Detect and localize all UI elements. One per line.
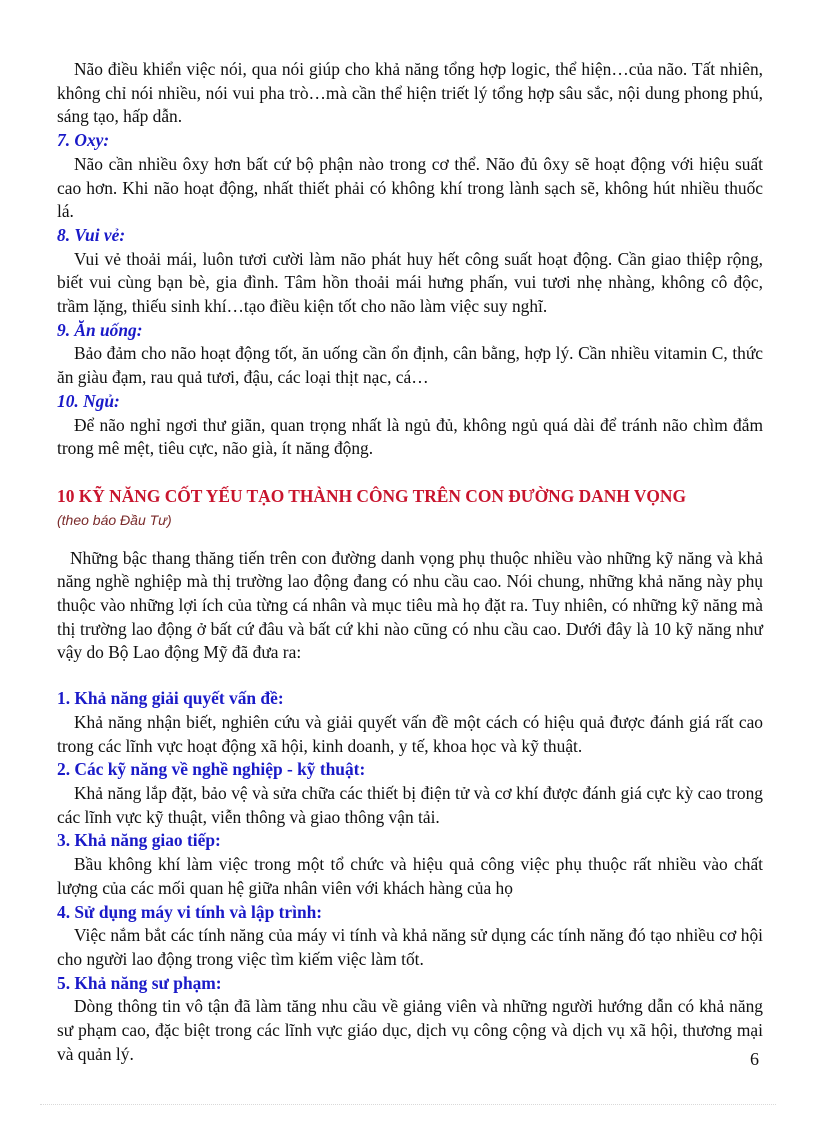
- spacer: [57, 461, 763, 485]
- tip-text-vui-ve: Vui vẻ thoải mái, luôn tươi cười làm não phát huy hết công suất hoạt động. Cần giao thiệp rộng, biết vui cùng bạn bè, gia đình. Tâm hồn thoải mái hưng phấn, vui tươi nhẹ nhàng, không cô độc, trầm lặng, thiếu sinh khí…tạo điều kiện tốt cho não làm việc suy nghĩ.: [57, 248, 763, 317]
- section-intro: Những bậc thang thăng tiến trên con đường danh vọng phụ thuộc nhiều vào những kỹ năng và khả năng nghề nghiệp mà thị trường lao động đang có nhu cầu cao. Nói chung, những khả năng này phụ thuộc vào những lợi ích của từng cá nhân và mục tiêu mà họ đặt ra. Tuy nhiên, có những kỹ năng mà thị trường lao động ở bất cứ đâu và bất cứ khi nào cũng có nhu cầu cao. Dưới đây là 10 kỹ năng như vậy do Bộ Lao động Mỹ đã đưa ra:: [57, 547, 763, 663]
- page-number: 6: [750, 1049, 759, 1069]
- tip-heading-vui-ve: 8. Vui vẻ:: [57, 224, 126, 245]
- tip-text-ngu: Để não nghỉ ngơi thư giãn, quan trọng nhất là ngủ đủ, không ngủ quá dài để tránh não chìm đắm trong mê mệt, tiêu cực, não già, ít năng động.: [57, 414, 763, 459]
- skill-heading-2: 2. Các kỹ năng về nghề nghiệp - kỹ thuật:: [57, 759, 366, 780]
- intro-paragraph: Não điều khiển việc nói, qua nói giúp cho khả năng tổng hợp logic, thể hiện…của não. Tất nhiên, không chỉ nói nhiều, nói vui pha trò…mà cần thể hiện triết lý tổng hợp sâu sắc, nội dung phong phú, sáng tạo, hấp dẫn.: [57, 59, 763, 127]
- skill-text-1: Khả năng nhận biết, nghiên cứu và giải quyết vấn đề một cách có hiệu quả được đánh giá rất cao trong các lĩnh vực hoạt động xã hội, kinh doanh, y tế, khoa học và kỹ thuật.: [57, 711, 763, 756]
- tip-heading-ngu: 10. Ngủ:: [57, 390, 120, 411]
- tip-text-oxy: Não cần nhiều ôxy hơn bất cứ bộ phận nào trong cơ thể. Não đủ ôxy sẽ hoạt động với hiệu suất cao hơn. Khi não hoạt động, nhất thiết phải có không khí trong lành sạch sẽ, không hút nhiều thuốc lá.: [57, 153, 763, 222]
- skill-heading-3: 3. Khả năng giao tiếp:: [57, 830, 221, 851]
- tip-heading-oxy: 7. Oxy:: [57, 130, 110, 151]
- skill-heading-5: 5. Khả năng sư phạm:: [57, 972, 222, 993]
- skill-heading-1: 1. Khả năng giải quyết vấn đề:: [57, 688, 284, 709]
- spacer: [57, 665, 763, 687]
- footer-divider: [40, 1104, 776, 1105]
- skill-text-2: Khả năng lắp đặt, bảo vệ và sửa chữa các thiết bị điện tử và cơ khí được đánh giá cực kỳ cao trong các lĩnh vực kỹ thuật, viễn thông và giao thông vận tải.: [57, 782, 763, 827]
- section-subtitle: (theo báo Đầu Tư): [57, 511, 172, 528]
- spacer: [57, 531, 763, 547]
- skill-text-3: Bầu không khí làm việc trong một tổ chức và hiệu quả công việc phụ thuộc rất nhiều vào chất lượng của các mối quan hệ giữa nhân viên với khách hàng của họ: [57, 854, 763, 898]
- skill-text-5: Dòng thông tin vô tận đã làm tăng nhu cầu về giảng viên và những người hướng dẫn có khả năng sư phạm cao, đặc biệt trong các lĩnh vực giáo dục, dịch vụ công cộng và dịch vụ xã hội, thương mại và quản lý.: [57, 996, 763, 1064]
- tip-text-an-uong: Bảo đảm cho não hoạt động tốt, ăn uống cần ổn định, cân bằng, hợp lý. Cần nhiều vitamin C, thức ăn giàu đạm, rau quả tươi, đậu, các loại thịt nạc, cá…: [57, 343, 763, 388]
- skill-text-4: Việc nắm bắt các tính năng của máy vi tính và khả năng sử dụng các tính năng đó tạo nhiều cơ hội cho người lao động trong việc tìm kiếm việc làm tốt.: [57, 925, 763, 969]
- tip-heading-an-uong: 9. Ăn uống:: [57, 319, 143, 340]
- skill-heading-4: 4. Sử dụng máy vi tính và lập trình:: [57, 901, 323, 922]
- section-title: 10 KỸ NĂNG CỐT YẾU TẠO THÀNH CÔNG TRÊN CON ĐƯỜNG DANH VỌNG: [57, 485, 687, 506]
- document-page: [57, 58, 763, 1066]
